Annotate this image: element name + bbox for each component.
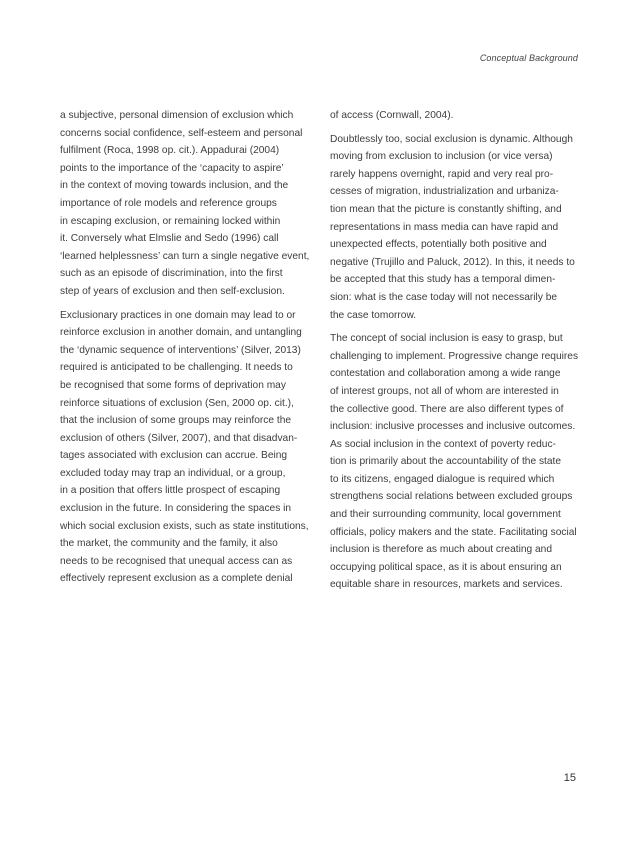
paragraph: The concept of social inclusion is easy to grasp, but challenging to implement. Progressive change requires contestation and collaboration among a wide range of interest groups, not all of whom are interested in the collective good. There are also different types of inclusion: inclusive processes and inclusive outcomes. As social inclusion in the context of poverty reduc- tion is primarily about the accountability of the state to its citizens, engaged dialogue is required which strengthens social relations between excluded groups and their surrounding community, local government officials, policy makers and the state. Facilitating social inclusion is therefore as much about creating and occupying political space, as it is about ensuring an equitable share in resources, markets and services.	[330, 333, 579, 591]
paragraph: Exclusionary practices in one domain may lead to or reinforce exclusion in another domain, and untangling the ‘dynamic sequence of interventions’ (Silver, 2013) required is anticipated to be challenging. It needs to be recognised that some forms of deprivation may reinforce situations of exclusion (Sen, 2000 op. cit.), that the inclusion of some groups may reinforce the exclusion of others (Silver, 2007), and that disadvan- tages associated with exclusion can accrue. Being excluded today may trap an individual, or a group, in a position that offers little prospect of escaping exclusion in the future. In considering the spaces in which social exclusion exists, such as state institutions, the market, the community and the family, it also needs to be recognised that unequal access can as effectively represent exclusion as a complete denial	[60, 309, 309, 585]
page-number: 15	[563, 772, 576, 784]
left-text-column	[60, 107, 310, 594]
running-header: Conceptual Background	[479, 53, 578, 63]
paragraph: of access (Cornwall, 2004).	[330, 110, 454, 121]
right-text-column	[330, 107, 582, 600]
paragraph: Doubtlessly too, social exclusion is dynamic. Although moving from exclusion to inclusion (or vice versa) rarely happens overnight, rapid and very real pro- cesses of migration, industrialization and urbaniza- tion mean that the picture is constantly shifting, and representations in mass media can have rapid and unexpected effects, potentially both positive and negative (Trujillo and Paluck, 2012). In this, it needs to be accepted that this study has a temporal dimen- sion: what is the case today will not necessarily be the case tomorrow.	[330, 133, 575, 321]
paragraph: a subjective, personal dimension of exclusion which concerns social confidence, self-esteem and personal fulfilment (Roca, 1998 op. cit.). Appadurai (2004) points to the importance of the ‘capacity to aspire’ in the context of moving towards inclusion, and the importance of role models and reference groups in escaping exclusion, or remaining locked within it. Conversely what Elmslie and Sedo (1996) call ‘learned helplessness’ can turn a single negative event, such as an episode of discrimination, into the first step of years of exclusion and then self-exclusion.	[60, 110, 310, 297]
